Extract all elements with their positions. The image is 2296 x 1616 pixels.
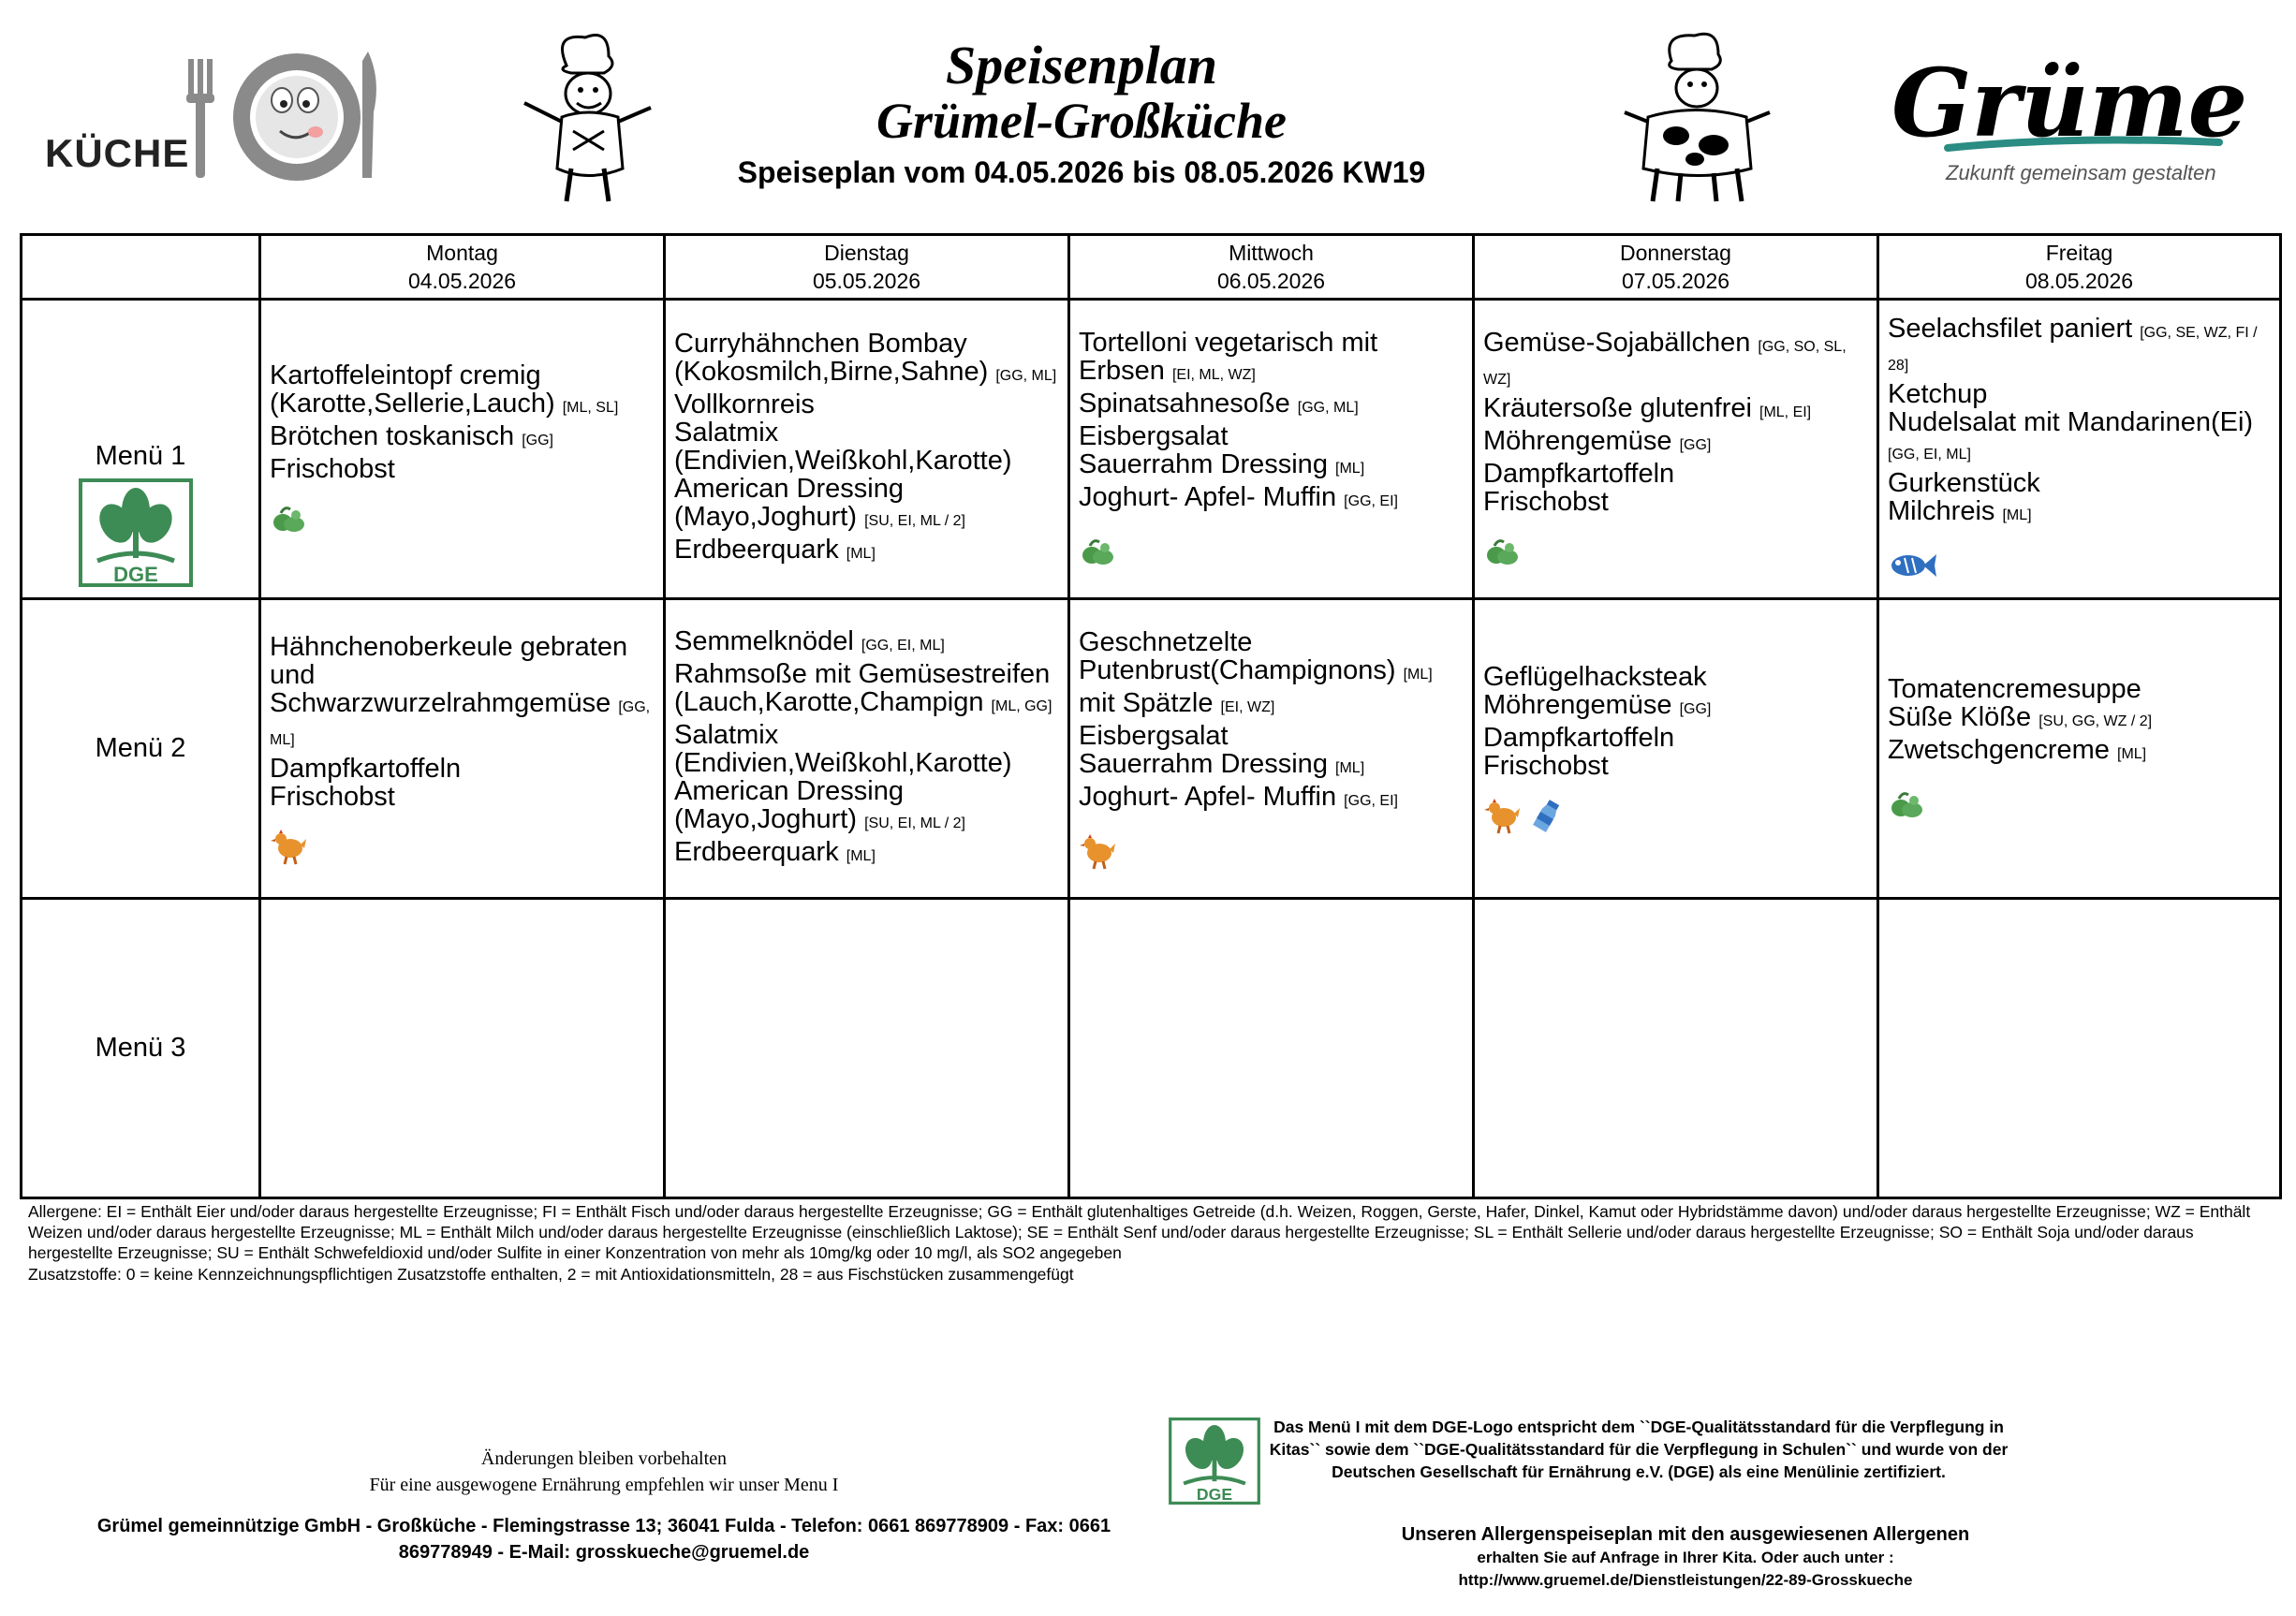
svg-text:DGE: DGE xyxy=(1196,1485,1233,1505)
menu-cell xyxy=(1474,300,1878,599)
dish-name: Curryhähnchen Bombay (Kokosmilch,Birne,Sahne) xyxy=(674,329,989,387)
dish-item xyxy=(1888,497,2271,530)
dish-name: Erdbeerquark xyxy=(674,836,839,867)
page-subtitle: Grümel-Großküche xyxy=(876,93,1287,149)
dish-item xyxy=(270,633,655,755)
dish-name: Tomatencremesuppe xyxy=(1888,673,2141,704)
dish-name: Eisbergsalat xyxy=(1079,720,1229,751)
allergen-codes: [GG, ML] xyxy=(1297,399,1359,416)
menu-cell xyxy=(260,899,665,1198)
chef-with-cow-illustration xyxy=(1620,28,1774,206)
day-header: Montag 04.05.2026 xyxy=(260,235,665,300)
menu-cell xyxy=(1878,300,2281,599)
dish-item xyxy=(674,721,1059,777)
dish-name: Salatmix (Endivien,Weißkohl,Karotte) xyxy=(674,418,1012,476)
dish-item xyxy=(1483,460,1868,488)
dish-item xyxy=(1079,750,1464,783)
allergen-codes: [GG, EI, ML] xyxy=(861,637,945,654)
allergen-codes: [SU, EI, ML / 2] xyxy=(864,513,965,529)
dish-item xyxy=(1483,394,1868,427)
dish-name: Salatmix (Endivien,Weißkohl,Karotte) xyxy=(674,719,1012,778)
dish-item xyxy=(1888,315,2271,380)
dish-item xyxy=(1079,722,1464,750)
dish-name: Süße Klöße xyxy=(1888,701,2032,732)
menu-cell xyxy=(1878,899,2281,1198)
dish-name: Sauerrahm Dressing xyxy=(1079,748,1328,779)
dish-item xyxy=(1888,736,2271,769)
allergen-codes: [GG] xyxy=(1679,436,1712,453)
dish-item xyxy=(270,422,655,455)
dish-item xyxy=(1888,380,2271,408)
dish-name: Geflügelhacksteak xyxy=(1483,662,1707,692)
dish-item xyxy=(1079,389,1464,422)
vegetarian-icon xyxy=(270,500,307,537)
dish-item xyxy=(1888,469,2271,497)
chicken-icon xyxy=(270,828,307,865)
dish-item xyxy=(674,419,1059,475)
vegetarian-icon xyxy=(1888,786,1925,823)
dish-name: Rahmsoße mit Gemüsestreifen (Lauch,Karotte,Champign xyxy=(674,658,1051,717)
dish-name: Gurkenstück xyxy=(1888,467,2040,498)
allergen-codes: [GG] xyxy=(522,432,553,448)
allergen-codes: [ML] xyxy=(2117,745,2147,762)
dish-name: Kartoffeleintopf cremig (Karotte,Sellerie,Lauch) xyxy=(270,360,555,419)
dish-item xyxy=(1079,422,1464,450)
svg-text:DGE: DGE xyxy=(113,563,158,586)
dge-logo-footer xyxy=(1167,1418,1262,1505)
menu-cell xyxy=(1069,899,1474,1198)
dish-name: Semmelknödel xyxy=(674,625,854,656)
date-range: Speiseplan vom 04.05.2026 bis 08.05.2026 KW19 xyxy=(737,155,1426,189)
corner-cell xyxy=(22,235,260,300)
day-header: Dienstag 05.05.2026 xyxy=(665,235,1069,300)
company-contact: Grümel gemeinnützige GmbH - Großküche - Flemingstrasse 13; 36041 Fulda - Telefon: 0661 869778909 - Fax: 0661 869778949 - E-Mail: grosskueche@gruemel.de xyxy=(96,1516,1111,1563)
allergen-codes: [GG, ML] xyxy=(270,698,651,748)
dish-item xyxy=(1483,427,1868,460)
dish-item xyxy=(674,660,1059,721)
menu-label: Menü 2 xyxy=(95,733,186,763)
dish-item xyxy=(270,455,655,483)
dish-item xyxy=(674,777,1059,838)
dish-item xyxy=(1483,752,1868,780)
day-header: Freitag 08.05.2026 xyxy=(1878,235,2281,300)
allergen-codes: [ML] xyxy=(1403,666,1433,683)
allergen-codes: [GG, SO, SL, WZ] xyxy=(1483,338,1847,388)
menu-plan-table xyxy=(20,233,2282,1199)
menu-cell xyxy=(1474,599,1878,899)
menu-row xyxy=(22,899,2281,1198)
dish-name: Frischobst xyxy=(270,453,395,484)
dish-item xyxy=(674,475,1059,536)
chicken-icon xyxy=(1079,832,1116,870)
allergen-codes: [EI, WZ] xyxy=(1220,698,1275,715)
dish-name: Erdbeerquark xyxy=(674,535,839,565)
allergen-codes: [GG] xyxy=(1679,701,1712,717)
dish-name: Vollkornreis xyxy=(674,389,815,419)
menu-cell xyxy=(260,599,665,899)
allergen-plan-link[interactable]: http://www.gruemel.de/Dienstleistungen/22-89-Grosskueche xyxy=(1458,1571,1913,1589)
menu-cell xyxy=(665,300,1069,599)
dish-item xyxy=(674,536,1059,568)
dish-name: American Dressing (Mayo,Joghurt) xyxy=(674,474,904,532)
allergen-plan-note: Unseren Allergenspeiseplan mit den ausgewiesenen Allergenen erhalten Sie auf Anfrage in Ihrer Kita. Oder auch unter : http://www.gruemel.de/Dienstleistungen/22-89-Grosskueche xyxy=(1217,1522,2154,1592)
dish-name: Kräutersoße glutenfrei xyxy=(1483,392,1752,423)
dish-name: Frischobst xyxy=(270,781,395,812)
additive-legend: Zusatzstoffe: 0 = keine Kennzeichnungspflichtigen Zusatzstoffe enthalten, 2 = mit Antioxidationsmitteln, 28 = aus Fischstücken zusammengefügt xyxy=(28,1265,1074,1284)
dish-name: Zwetschgencreme xyxy=(1888,734,2110,765)
dish-name: Ketchup xyxy=(1888,378,1988,409)
dish-item xyxy=(1483,691,1868,724)
menu-label: Menü 3 xyxy=(95,1033,186,1063)
dish-name: Joghurt- Apfel- Muffin xyxy=(1079,481,1337,512)
dish-item xyxy=(270,361,655,422)
dish-name: Dampfkartoffeln xyxy=(1483,458,1675,489)
menu-row xyxy=(22,599,2281,899)
dish-name: Geschnetzelte Putenbrust(Champignons) xyxy=(1079,626,1396,685)
dish-item xyxy=(1483,724,1868,752)
allergen-codes: [SU, GG, WZ / 2] xyxy=(2038,713,2153,729)
dish-name: Gemüse-Sojabällchen xyxy=(1483,327,1751,358)
dish-item xyxy=(1079,783,1464,815)
dish-name: Frischobst xyxy=(1483,486,1609,517)
allergen-codes: [GG, EI, ML] xyxy=(1888,446,1971,463)
allergen-codes: [ML] xyxy=(2002,507,2032,523)
dish-item xyxy=(1888,675,2271,703)
dish-item xyxy=(1483,488,1868,516)
allergen-codes: [GG, SE, WZ, FI / 28] xyxy=(1888,324,2258,374)
dish-item xyxy=(1483,329,1868,394)
dish-item xyxy=(674,627,1059,660)
dish-name: Milchreis xyxy=(1888,495,1995,526)
menu-cell xyxy=(1069,599,1474,899)
dish-name: Brötchen toskanisch xyxy=(270,420,515,451)
day-header: Mittwoch 06.05.2026 xyxy=(1069,235,1474,300)
menu-label-cell xyxy=(22,599,260,899)
chicken-icon xyxy=(1483,797,1521,834)
dish-item xyxy=(1079,689,1464,722)
allergen-codes: [SU, EI, ML / 2] xyxy=(864,815,965,831)
dish-name: Dampfkartoffeln xyxy=(1483,723,1675,753)
dish-name: Tortelloni vegetarisch mit Erbsen xyxy=(1079,327,1378,386)
dish-name: Nudelsalat mit Mandarinen(Ei) xyxy=(1888,406,2254,437)
allergen-codes: [ML, SL] xyxy=(562,399,619,416)
allergen-legend: Allergene: EI = Enthält Eier und/oder daraus hergestellte Erzeugnisse; FI = Enthält Fisch und/oder daraus hergestellte Erzeugnisse; GG = Enthält glutenhaltiges Getreide (d.h. Weizen, Roggen, Gerste, Hafer, Dinkel, Kamut oder Hybridstämme davon) und/oder daraus hergestellte Erzeugnisse; WZ = Enthält Weizen und/oder daraus hergestellte Erzeugnisse; ML = Enthält Milch und/oder daraus hergestellte Erzeugnisse (einschließlich Laktose); SE = Enthält Senf und/oder daraus hergestellte Erzeugnisse; SL = Enthält Sellerie und/oder daraus hergestellte Erzeugnisse; SO = Enthält Soja und/oder daraus hergestellte Erzeugnisse; SU = Enthält Schwefeldioxid und/oder Sulfite in einer Konzentration von mehr als 10mg/kg oder 10 mg/l, als SO2 angegeben xyxy=(28,1202,2251,1262)
vegetarian-icon xyxy=(1079,533,1116,570)
dish-item xyxy=(1483,663,1868,691)
dish-name: mit Spätzle xyxy=(1079,687,1214,718)
dish-name: Seelachsfilet paniert xyxy=(1888,313,2133,344)
dish-item xyxy=(270,783,655,811)
menu-row xyxy=(22,300,2281,599)
menu-cell xyxy=(1878,599,2281,899)
brand-slogan: Zukunft gemeinsam gestalten xyxy=(1946,161,2216,184)
allergen-codes: [ML] xyxy=(846,546,876,562)
allergen-codes: [ML, GG] xyxy=(991,698,1052,714)
dish-name: American Dressing (Mayo,Joghurt) xyxy=(674,775,904,834)
dish-item xyxy=(270,755,655,783)
allergen-codes: [ML, EI] xyxy=(1759,404,1812,420)
kueche-logo-text: KÜCHE xyxy=(45,131,190,175)
dish-name: Dampfkartoffeln xyxy=(270,753,462,784)
dish-item xyxy=(674,838,1059,871)
dish-name: Hähnchenoberkeule gebraten und Schwarzwurzelrahmgemüse xyxy=(270,631,628,718)
menu-label: Menü 1 xyxy=(95,441,186,471)
milk-bottle-icon xyxy=(1528,797,1566,834)
allergen-codes: [GG, EI] xyxy=(1344,792,1398,809)
dish-item xyxy=(1888,408,2271,469)
changes-note: Änderungen bleiben vorbehalten Für eine ausgewogene Ernährung empfehlen wir unser Menu I xyxy=(369,1448,839,1495)
fish-icon xyxy=(1888,547,1936,584)
dish-name: Eisbergsalat xyxy=(1079,420,1229,451)
page-title: Speisenplan xyxy=(945,35,1218,95)
allergen-codes: [ML] xyxy=(1335,460,1365,477)
dish-name: Möhrengemüse xyxy=(1483,690,1672,720)
day-header: Donnerstag 07.05.2026 xyxy=(1474,235,1878,300)
menu-label-cell xyxy=(22,300,260,599)
dish-name: Frischobst xyxy=(1483,751,1609,781)
menu-cell xyxy=(665,599,1069,899)
dish-item xyxy=(1888,703,2271,736)
dish-name: Spinatsahnesoße xyxy=(1079,388,1290,419)
dish-name: Möhrengemüse xyxy=(1483,425,1672,456)
dish-item xyxy=(1079,628,1464,689)
dish-name: Sauerrahm Dressing xyxy=(1079,448,1328,479)
dish-item xyxy=(1079,450,1464,483)
gruemel-logo xyxy=(1882,37,2247,197)
menu-cell xyxy=(260,300,665,599)
menu-label-cell xyxy=(22,899,260,1198)
menu-cell xyxy=(1069,300,1474,599)
dish-item xyxy=(1079,329,1464,389)
table-header-row xyxy=(22,235,2281,300)
brand-name: Grümel xyxy=(1891,48,2247,158)
dish-name: Joghurt- Apfel- Muffin xyxy=(1079,781,1337,812)
dish-item xyxy=(674,390,1059,419)
dge-logo xyxy=(79,478,193,587)
dish-item xyxy=(674,330,1059,390)
menu-cell xyxy=(665,899,1069,1198)
allergen-codes: [ML] xyxy=(846,847,876,864)
allergen-codes: [EI, ML, WZ] xyxy=(1171,366,1256,383)
dish-item xyxy=(1079,483,1464,516)
dge-certification-text: Das Menü I mit dem DGE-Logo entspricht dem ``DGE-Qualitätsstandard für die Verpflegung in Kitas`` sowie dem ``DGE-Qualitätsstandard für die Verpflegung in Schulen`` und wurde von der Deutschen Gesellschaft für Ernährung e.V. (DGE) als eine Menülinie zertifiziert. xyxy=(1269,1418,2009,1481)
allergen-codes: [GG, EI] xyxy=(1344,492,1398,509)
menu-cell xyxy=(1474,899,1878,1198)
allergen-codes: [ML] xyxy=(1335,759,1365,776)
vegetarian-icon xyxy=(1483,533,1521,570)
allergen-codes: [GG, ML] xyxy=(995,368,1057,384)
